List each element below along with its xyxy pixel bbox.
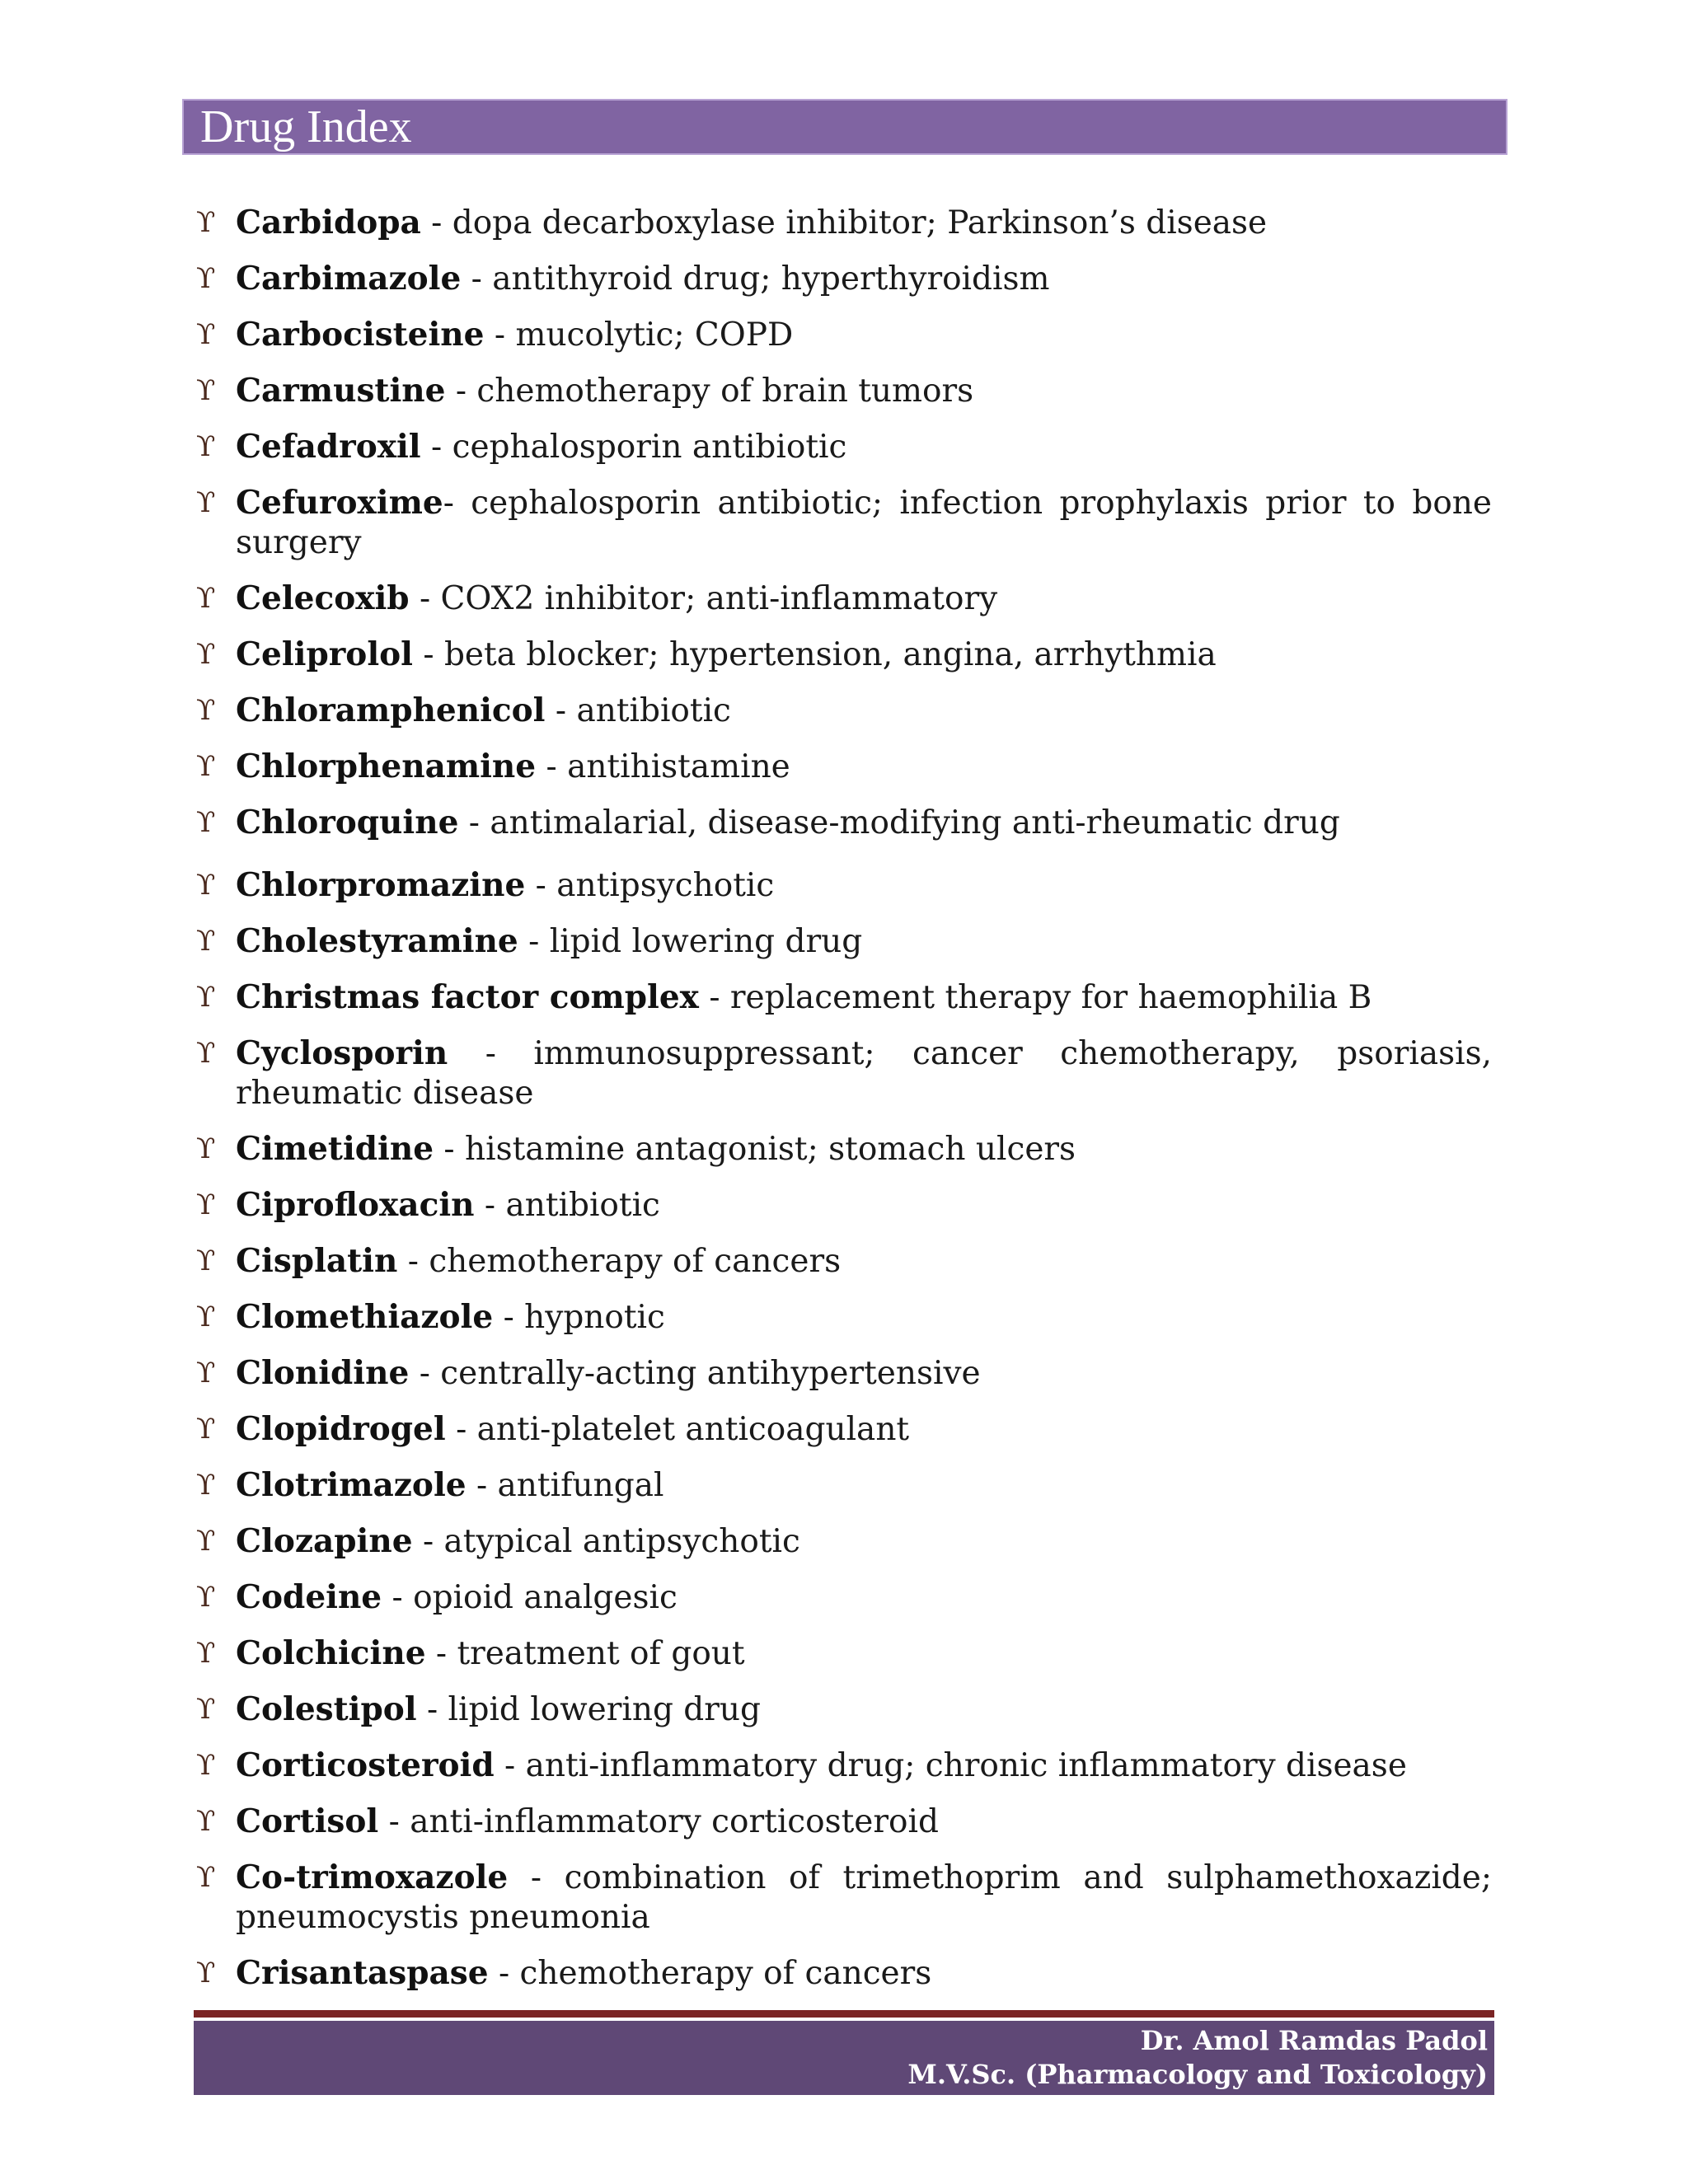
list-item: [196, 1690, 1492, 1730]
drug-name: Carmustine: [236, 372, 446, 410]
drug-name: Carbidopa: [236, 204, 421, 241]
bullet-icon: ϒ: [196, 1469, 216, 1502]
drug-name: Clonidine: [236, 1354, 410, 1392]
list-item: [196, 747, 1492, 787]
drug-description: - beta blocker; hypertension, angina, arrhythmia: [412, 636, 1217, 673]
bullet-icon: ϒ: [196, 1637, 216, 1670]
bullet-icon: ϒ: [196, 1581, 216, 1614]
page-title: Drug Index: [200, 101, 412, 152]
drug-description: - replacement therapy for haemophilia B: [698, 979, 1372, 1016]
drug-entry-text: [236, 1353, 1492, 1394]
drug-entry-text: [236, 203, 1492, 243]
drug-name: Cimetidine: [236, 1130, 434, 1168]
drug-name: Colchicine: [236, 1634, 426, 1672]
bullet-icon: ϒ: [196, 1244, 216, 1277]
drug-name: Codeine: [236, 1578, 382, 1616]
bullet-icon: ϒ: [196, 1037, 216, 1070]
drug-entry-text: [236, 691, 1492, 731]
drug-description: - hypnotic: [493, 1299, 665, 1336]
bullet-icon: ϒ: [196, 869, 216, 902]
drug-description: - antibiotic: [474, 1187, 660, 1224]
drug-name: Clomethiazole: [236, 1298, 494, 1336]
list-item: [196, 865, 1492, 906]
drug-name: Colestipol: [236, 1690, 417, 1728]
drug-name: Chlorphenamine: [236, 748, 537, 785]
drug-entry-text: [236, 483, 1492, 563]
footer-bar: [194, 2021, 1494, 2095]
drug-entry-text: [236, 1129, 1492, 1169]
bullet-icon: ϒ: [196, 806, 216, 839]
bullet-icon: ϒ: [196, 1957, 216, 1990]
bullet-icon: ϒ: [196, 750, 216, 783]
bullet-icon: ϒ: [196, 1693, 216, 1726]
list-item: [196, 1241, 1492, 1282]
footer-author: Dr. Amol Ramdas Padol: [1140, 2025, 1488, 2056]
list-item: [196, 1409, 1492, 1450]
drug-description: - chemotherapy of brain tumors: [445, 373, 974, 410]
drug-description: - COX2 inhibitor; anti-inflammatory: [409, 580, 998, 617]
drug-entry-text: [236, 1577, 1492, 1618]
list-item: [196, 1521, 1492, 1562]
drug-description: - treatment of gout: [425, 1635, 745, 1672]
drug-description: - cephalosporin antibiotic; infection prophylaxis prior to bone surgery: [236, 485, 1492, 561]
drug-description: - histamine antagonist; stomach ulcers: [434, 1131, 1076, 1168]
drug-entry-text: [236, 635, 1492, 675]
drug-description: - dopa decarboxylase inhibitor; Parkinson’s disease: [420, 204, 1268, 241]
drug-name: Celecoxib: [236, 579, 410, 617]
list-item: [196, 635, 1492, 675]
drug-name: Chloramphenicol: [236, 691, 546, 729]
bullet-icon: ϒ: [196, 1749, 216, 1782]
bullet-icon: ϒ: [196, 430, 216, 463]
list-item: [196, 1953, 1492, 1994]
drug-description: - combination of trimethoprim and sulphamethoxazide; pneumocystis pneumonia: [236, 1859, 1492, 1936]
drug-entry-text: [236, 259, 1492, 299]
drug-description: - lipid lowering drug: [518, 923, 863, 960]
drug-name: Clozapine: [236, 1522, 413, 1560]
drug-name: Corticosteroid: [236, 1746, 495, 1784]
drug-entry-text: [236, 977, 1492, 1018]
drug-name: Carbocisteine: [236, 316, 485, 354]
drug-entry-text: [236, 1858, 1492, 1938]
drug-description: - antipsychotic: [525, 867, 775, 904]
bullet-icon: ϒ: [196, 694, 216, 727]
drug-entry-text: [236, 371, 1492, 411]
drug-name: Cisplatin: [236, 1242, 398, 1280]
drug-entry-text: [236, 1297, 1492, 1338]
drug-description: - mucolytic; COPD: [484, 316, 794, 354]
bullet-icon: ϒ: [196, 1861, 216, 1894]
list-item: [196, 579, 1492, 619]
list-item: [196, 921, 1492, 962]
drug-name: Chloroquine: [236, 804, 459, 841]
list-item: [196, 977, 1492, 1018]
bullet-icon: ϒ: [196, 206, 216, 239]
drug-description: - opioid analgesic: [382, 1579, 678, 1616]
list-item: [196, 1353, 1492, 1394]
drug-entry-text: [236, 1033, 1492, 1113]
drug-name: Cefuroxime: [236, 484, 443, 522]
bullet-icon: ϒ: [196, 1357, 216, 1390]
bullet-icon: ϒ: [196, 1188, 216, 1221]
drug-name: Clopidrogel: [236, 1410, 446, 1448]
drug-name: Clotrimazole: [236, 1466, 467, 1504]
bullet-icon: ϒ: [196, 486, 216, 519]
footer-divider: [194, 2010, 1494, 2018]
bullet-icon: ϒ: [196, 262, 216, 295]
drug-entry-text: [236, 579, 1492, 619]
drug-entry-text: [236, 1409, 1492, 1450]
list-item: [196, 483, 1492, 563]
drug-entry-text: [236, 1953, 1492, 1994]
list-item: [196, 1858, 1492, 1938]
drug-description: - cephalosporin antibiotic: [420, 429, 847, 466]
list-item: [196, 259, 1492, 299]
drug-entry-text: [236, 865, 1492, 906]
bullet-icon: ϒ: [196, 638, 216, 671]
drug-entry-text: [236, 1690, 1492, 1730]
drug-entry-text: [236, 803, 1492, 843]
drug-entry-text: [236, 1802, 1492, 1842]
bullet-icon: ϒ: [196, 925, 216, 958]
bullet-icon: ϒ: [196, 1525, 216, 1558]
list-item: [196, 1185, 1492, 1226]
list-item: [196, 1129, 1492, 1169]
drug-name: Christmas factor complex: [236, 978, 699, 1016]
drug-name: Chlorpromazine: [236, 866, 526, 904]
drug-list: [196, 203, 1492, 2009]
drug-name: Celiprolol: [236, 635, 413, 673]
drug-description: - antibiotic: [545, 692, 731, 729]
drug-entry-text: [236, 427, 1492, 467]
drug-description: - atypical antipsychotic: [412, 1523, 800, 1560]
drug-name: Cholestyramine: [236, 922, 518, 960]
header-bar: [182, 99, 1507, 155]
drug-description: - antithyroid drug; hyperthyroidism: [461, 260, 1050, 298]
drug-description: - antifungal: [466, 1467, 664, 1504]
drug-entry-text: [236, 1241, 1492, 1282]
bullet-icon: ϒ: [196, 582, 216, 615]
drug-description: - centrally-acting antihypertensive: [409, 1355, 981, 1392]
list-item: [196, 803, 1492, 843]
list-item: [196, 1577, 1492, 1618]
drug-description: - anti-inflammatory corticosteroid: [378, 1803, 939, 1840]
drug-entry-text: [236, 1746, 1492, 1786]
drug-description: - immunosuppressant; cancer chemotherapy, psoriasis, rheumatic disease: [236, 1035, 1492, 1112]
list-item: [196, 1633, 1492, 1674]
drug-description: - antihistamine: [536, 748, 790, 785]
list-item: [196, 1297, 1492, 1338]
list-item: [196, 315, 1492, 355]
list-item: [196, 1465, 1492, 1506]
drug-description: - anti-platelet anticoagulant: [445, 1411, 910, 1448]
drug-description: - antimalarial, disease-modifying anti-rheumatic drug: [458, 804, 1340, 841]
footer-qualification: M.V.Sc. (Pharmacology and Toxicology): [907, 2059, 1488, 2090]
list-item: [196, 427, 1492, 467]
drug-entry-text: [236, 747, 1492, 787]
bullet-icon: ϒ: [196, 374, 216, 407]
list-item: [196, 203, 1492, 243]
drug-name: Carbimazole: [236, 260, 462, 298]
drug-entry-text: [236, 1633, 1492, 1674]
bullet-icon: ϒ: [196, 1132, 216, 1165]
drug-entry-text: [236, 921, 1492, 962]
drug-entry-text: [236, 1521, 1492, 1562]
drug-name: Cefadroxil: [236, 428, 421, 466]
drug-name: Cortisol: [236, 1802, 379, 1840]
list-item: [196, 1746, 1492, 1786]
list-item: [196, 371, 1492, 411]
list-item: [196, 1802, 1492, 1842]
bullet-icon: ϒ: [196, 1805, 216, 1838]
list-item: [196, 691, 1492, 731]
bullet-icon: ϒ: [196, 318, 216, 351]
bullet-icon: ϒ: [196, 1413, 216, 1446]
drug-name: Cyclosporin: [236, 1034, 448, 1072]
bullet-icon: ϒ: [196, 1301, 216, 1333]
bullet-icon: ϒ: [196, 981, 216, 1014]
drug-name: Crisantaspase: [236, 1954, 489, 1992]
drug-name: Co-trimoxazole: [236, 1858, 509, 1896]
footer-credits: [907, 2024, 1488, 2092]
drug-name: Ciprofloxacin: [236, 1186, 475, 1224]
drug-description: - chemotherapy of cancers: [397, 1243, 842, 1280]
drug-entry-text: [236, 1465, 1492, 1506]
drug-description: - lipid lowering drug: [416, 1691, 761, 1728]
list-item: [196, 1033, 1492, 1113]
drug-entry-text: [236, 315, 1492, 355]
drug-description: - anti-inflammatory drug; chronic inflammatory disease: [494, 1747, 1407, 1784]
drug-description: - chemotherapy of cancers: [488, 1955, 932, 1992]
drug-entry-text: [236, 1185, 1492, 1226]
